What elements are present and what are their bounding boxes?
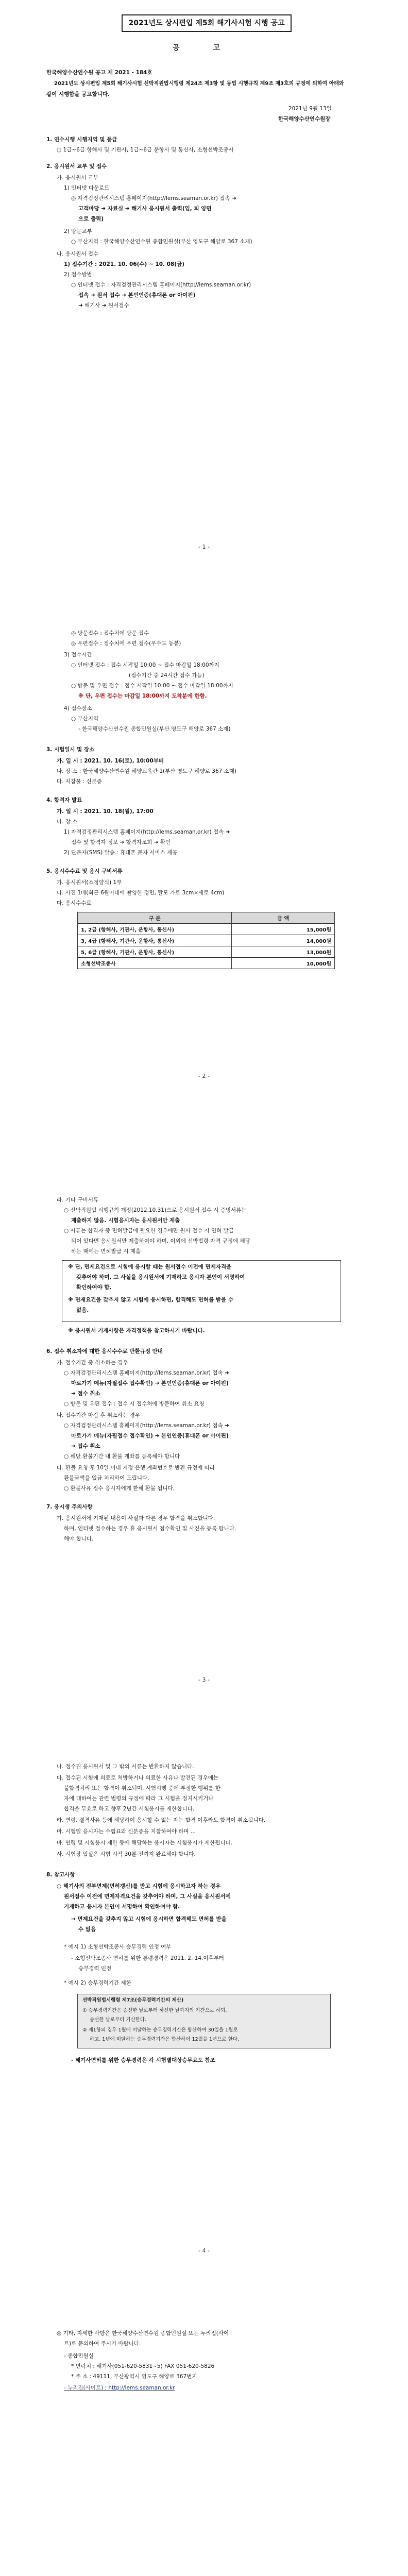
page-number-2: - 2 - xyxy=(198,1073,210,1079)
note-line-1: ※ 단, 면제요건으로 시험에 응시할 때는 원서접수 이전에 면제자격을 xyxy=(68,1264,232,1270)
fee-grade: 3, 4급 (항해사, 기관사, 운항사, 통신사) xyxy=(78,935,232,946)
regulation-line-4: 하고, 1년에 미달하는 승무경력기간은 합산하여 12월을 1년으로 한다. xyxy=(90,2037,239,2042)
s6-item-d: ➜ 접수 취소 xyxy=(71,1391,100,1397)
p3-line-3 xyxy=(71,1216,180,1225)
s3-item-b: 나. 장 소 : 한국해양수산연수원 해양교육관 1(부산 영도구 해양로 367 소재) xyxy=(57,768,237,774)
p4-line-3: 불합격처리 또는 합격이 취소되며, 시험시행 중에 부정한 행위를 한 xyxy=(64,1785,220,1791)
p2-line-8: 4) 접수장소 xyxy=(64,705,92,711)
notice-title: 2021년도 상시편입 제5회 해기사시험 시행 공고 xyxy=(128,19,285,27)
p4-line-5: 합격을 무효로 하고 향후 2년간 시험응시를 제한합니다. xyxy=(64,1806,195,1812)
section-6-heading: 6. 접수 취소자에 대한 응시수수료 반환규정 안내 xyxy=(46,1348,163,1354)
intro-line-2: 같이 시행함을 공고합니다. xyxy=(46,91,110,97)
section-5-heading: 5. 응시수수료 및 응시 구비서류 xyxy=(46,868,123,874)
s4-item-e: 2) 단문자(SMS) 발송 : 휴대폰 문자 서비스 제공 xyxy=(64,850,178,856)
s6-item-b: ○ 자격검정관리시스템 홈페이지(http://lems.seaman.or.kr) 접속 ➜ xyxy=(64,1370,229,1376)
fee-amount: 13,000원 xyxy=(232,946,335,958)
s2-item-e: 으로 출력) xyxy=(78,216,104,222)
s4-item-b: 나. 장 소 xyxy=(57,819,78,825)
p5-line-3: - 종합민원실 xyxy=(64,2353,94,2359)
s8-item-e: 수 없음 xyxy=(78,1926,96,1933)
fee-table xyxy=(77,912,335,969)
fee-header-amount: 금 액 xyxy=(232,912,335,924)
note-line-3: 확인하여야 함. xyxy=(76,1284,112,1291)
s6-item-m: ○ 환불사유 접수 응시자에게 한해 환불 됩니다. xyxy=(64,1485,175,1492)
s2-item-h: 나. 응시원서 접수 xyxy=(57,251,99,257)
p3-line-6: 하는 때에는 면허발급 시 제출 xyxy=(71,1248,141,1255)
s2-item-c xyxy=(71,194,236,203)
s8-item-b: 원서접수 이전에 면제자격요건을 갖추어야 하며, 그 사실을 응시원서에 xyxy=(64,1893,231,1900)
s3-item-c: 다. 지참물 : 신분증 xyxy=(57,778,102,785)
p4-line-9: 사. 시험장 입실은 시험 시작 30분 전까지 완료해야 합니다. xyxy=(57,1851,196,1857)
s2-item-k: ○ 인터넷 접수 : 자격검정관리시스템 홈페이지(http://lems.seaman.or.kr) xyxy=(71,282,251,288)
p2-line-6: ○ 방문 및 우편 접수 : 접수 시작일 10:00 ~ 접수 마감일 18:00까지 xyxy=(71,683,233,689)
p5-line-4: * 연락처 : 해기사(051-620-5831~5) FAX 051-620-5826 xyxy=(71,2363,215,2369)
regulation-line-1: ① 승무경력기간은 승선한 날로부터 하선한 날까지의 기간으로 하되, xyxy=(82,2008,227,2013)
p2-line-10: - 한국해양수산연수원 종합민원실(부산 영도구 해양로 367 소재) xyxy=(78,726,231,732)
section-8-heading: 8. 참고사항 xyxy=(46,1872,75,1878)
s5-item-c: 다. 응시수수료 xyxy=(57,900,92,906)
website-link[interactable]: - 누리집(사이트) : http://lems.seaman.or.kr xyxy=(64,2385,175,2391)
s8-item-h: 승무경력 인정 xyxy=(78,1965,112,1972)
p5-line-5: * 주 소 : 49111, 부산광역시 영도구 해양로 367번지 xyxy=(71,2374,197,2380)
s3-item-a: 가. 일 시 : 2021. 10. 16(토), 10:00부터 xyxy=(57,758,164,764)
s4-item-a: 가. 일 시 : 2021. 10. 18(월), 17:00 xyxy=(57,808,154,815)
s2-item-f: 2) 방문교부 xyxy=(64,228,92,234)
s2-item-m: ➜ 해기사 ➜ 원서접수 xyxy=(78,302,129,309)
s6-item-a: 가. 접수기간 중 취소하는 경우 xyxy=(57,1360,128,1366)
table-row xyxy=(78,946,335,958)
section-7-heading: 7. 응시생 주의사항 xyxy=(46,1504,93,1510)
p3-line-1: 라. 기타 구비서류 xyxy=(57,1197,99,1203)
page-number-1: - 1 - xyxy=(198,544,210,550)
page-number-4: - 4 - xyxy=(198,2247,210,2254)
fee-grade: 5, 6급 (항해사, 기관사, 운항사, 통신사) xyxy=(78,946,232,958)
s8-item-j: - 해기사면허를 위한 승무경력은 각 시험별대상승무요도 참조 xyxy=(71,2057,215,2063)
fee-header-grade: 구 분 xyxy=(78,912,232,924)
p4-line-2: 다. 접수된 시험에 의료로 처방하거나 의료한 사유나 발견된 경우에는 xyxy=(57,1775,219,1781)
s8-item-a: ○ 해기사의 전부면제(면허갱신)를 받고 시험에 응시하고자 하는 경우 xyxy=(57,1883,221,1889)
s6-item-g: ○ 자격검정관리시스템 홈페이지(http://lems.seaman.or.kr) 접속 ➜ xyxy=(64,1422,229,1429)
s2-item-i: 1) 접수기간 : 2021. 10. 06(수) ~ 10. 08(금) xyxy=(64,261,185,267)
fee-amount: 10,000원 xyxy=(232,958,335,969)
s2-item-b: 1) 인터넷 다운로드 xyxy=(64,185,110,191)
s7-item-c: 해야 합니다. xyxy=(64,1536,94,1542)
page-number-3: - 3 - xyxy=(198,1676,210,1683)
p3-line-2: ○ 선박직원법 시행규칙 개정(2012.10.31)으로 응시원서 접수 시 증빙서류는 xyxy=(64,1207,247,1213)
section-2-heading: 2. 응시원서 교부 및 접수 xyxy=(46,163,107,170)
p2-line-2: ◎ 우편접수 : 접수처에 우편 접수(우수도 동봉) xyxy=(71,640,181,647)
p5-line-1-text: ◎ 기타, 자세한 사항은 한국해양수산연수원 종합민원실 또는 누리집(사이 xyxy=(57,2330,229,2336)
s5-item-a: 가. 응시원서(소정양식) 1부 xyxy=(57,879,122,886)
s2-item-l: 접속 ➜ 원서 접수 ➜ 본인인증(휴대폰 or 아이핀) xyxy=(78,292,196,298)
fee-grade: 1, 2급 (항해사, 기관사, 운항사, 통신사) xyxy=(78,924,232,935)
s4-item-c: 1) 자격검정관리시스템 홈페이지(http://lems.seaman.or.kr) 접속 ➜ xyxy=(64,829,230,835)
note-line-4: ※ 면제요건을 갖추지 않고 시험에 응시하면, 합격해도 면허를 받을 수 xyxy=(68,1297,233,1303)
p2-line-4: ○ 인터넷 접수 : 접수 시작일 10:00 ~ 접수 마감일 18:00까지 xyxy=(71,662,219,668)
note-line-2: 갖추어야 하며, 그 사실을 응시원서에 기재하고 응시자 본인이 서명하여 xyxy=(76,1274,245,1280)
s6-item-e: ○ 방문 및 우편 접수 : 접수 시 접수처에 방문하여 취소 요청 xyxy=(64,1401,205,1407)
notice-date: 2021년 9월 13일 xyxy=(288,106,332,112)
s6-item-c: 마로가기 메뉴(자필접수 접수확인) ➜ 본인인증(휴대폰 or 아이핀) xyxy=(71,1380,229,1386)
p4-line-1: 나. 접수된 응시원서 및 그 밖의 서류는 반환하지 않습니다. xyxy=(57,1764,194,1770)
p2-line-1: ◎ 방문접수 : 접수처에 방문 접수 xyxy=(71,630,149,636)
p5-line-2: 트)로 문의하여 주시기 바랍니다. xyxy=(64,2341,141,2347)
p2-line-7: ※ 단, 우편 접수는 마감일 18:00까지 도착분에 한함. xyxy=(78,693,207,699)
p3-line-4: ○ 서류는 합격자 중 면허발급에 필요한 경우에만 원서 접수 시 면허 발급 xyxy=(64,1228,234,1234)
lems-url-line: ◎ 자격검정관리시스템 홈페이지(http://lems.seaman.or.kr) 접속 ➜ xyxy=(71,195,236,201)
s2-item-d: 고객마당 ➜ 자료실 ➜ 해기사 응시원서 출력(입, 퇴 양면 xyxy=(78,206,212,212)
fee-amount: 14,000원 xyxy=(232,935,335,946)
s6-item-l: 환불금액을 입금 처리하여 드립니다. xyxy=(64,1475,149,1481)
regulation-line-2: 승선한 날로부터 기산한다. xyxy=(90,2017,147,2023)
section-3-heading: 3. 시험일시 및 장소 xyxy=(46,747,95,753)
notice-word: 공 고 xyxy=(173,44,235,52)
s5-item-b: 나. 사진 1매(최근 6월이내에 촬영한 정면, 탈모 가로 3cm×세로 4cm) xyxy=(57,890,225,896)
fee-grade: 소형선박조종사 xyxy=(78,958,232,969)
p3-line-3-text: 제출하지 않음. 시험응시자는 응시원서만 제출 xyxy=(71,1217,180,1224)
regulation-line-3: ② 제1항의 경우 1월에 미달하는 승무경력기간은 합산하여 30일을 1월로 xyxy=(82,2027,238,2033)
issuer: 한국해양수산연수원장 xyxy=(278,116,331,122)
note-line-6: ※ 응시원서 기재사항은 자격정책을 참고하시기 바랍니다. xyxy=(68,1328,205,1334)
notice-title-box xyxy=(122,14,292,32)
p2-line-9: ○ 부산지역 xyxy=(71,716,99,722)
s7-item-b: 하며, 인터넷 접수하는 경우 휴 응시원서 접수확인 및 사진을 등록 합니다. xyxy=(64,1526,236,1532)
intro-line-1: 2021년도 상시편입 제5회 해기사시험 선박직원법시행령 제24조 제3항 및 동법 시행규칙 제9조 제3호의 규정에 의하여 아래와 xyxy=(54,81,344,87)
p4-line-4: 자에 대하여는 관련 법령의 규정에 따라 그 시험을 정지시키거나 xyxy=(64,1795,214,1802)
p4-line-6: 라. 연령, 결격사유 등에 해당하여 응시할 수 없는 자는 합격 이후라도 합격이 취소됩니다. xyxy=(57,1817,266,1823)
s8-item-i: * 예시 2) 승무경력기간 제한 xyxy=(64,1980,131,1986)
s2-item-g: ○ 부산지역 : 한국해양수산연수원 종합민원실(부산 영도구 해양로 367 소재) xyxy=(71,239,252,245)
table-row xyxy=(78,958,335,969)
s8-item-c: 기재하고 응시자 본인이 서명하여 확인하여야 함. xyxy=(64,1904,180,1910)
regulation-title: 선박직원법시행령 제7조(승무경력기간의 제산) xyxy=(82,1997,184,2003)
s6-item-i: ➜ 접수 취소 xyxy=(71,1443,100,1449)
p2-line-3: 3) 접수시간 xyxy=(64,652,92,658)
s2-item-j: 2) 접수방법 xyxy=(64,272,92,278)
fee-amount: 15,000원 xyxy=(232,924,335,935)
s6-item-h: 마로가기 메뉴(자필접수 접수확인) ➜ 본인인증(휴대폰 or 아이핀) xyxy=(71,1433,229,1439)
s8-item-f: * 예시 1) 소형선박조종사 승무경력 인정 여부 xyxy=(64,1944,172,1950)
fee-table-header xyxy=(78,912,335,924)
p4-line-7: 마. 시험일 응시자는 수험표와 신분증을 지참하여야 하며 ... xyxy=(57,1828,196,1835)
s8-item-g: - 소형선박조종사 면허를 위한 통령경력은 2011. 2. 14.이후부터 xyxy=(71,1955,224,1961)
s6-item-k: 다. 환불 요청 후 10일 이내 지정 은행 계좌번호로 반환 규정에 따라 xyxy=(57,1465,215,1471)
p2-line-5: (접수기간 중 24시간 접수 가능) xyxy=(129,672,205,679)
s8-item-d: → 면제요건을 갖추지 않고 시험에 응시하면 합격해도 면허를 받을 xyxy=(71,1916,227,1922)
p4-line-8: 바. 연령 및 시험응시 제한 등에 해당하는 응시자는 시험응시가 제한됩니다. xyxy=(57,1840,233,1846)
table-row xyxy=(78,935,335,946)
table-row xyxy=(78,924,335,935)
s1-item-a: ○ 1급~6급 항해사 및 기관사, 1급~6급 운항사 및 통신사, 소형선박조종사 xyxy=(57,147,234,153)
s2-item-a: 가. 응시원서 교부 xyxy=(57,175,99,181)
note-line-5: 없음. xyxy=(76,1307,89,1313)
section-4-heading: 4. 합격자 발표 xyxy=(46,797,82,803)
p5-line-1 xyxy=(57,2329,229,2338)
s4-item-d: 접수 및 합격자 정보 ➜ 합격자조회 ➜ 확인 xyxy=(71,839,171,845)
s7-item-a: 가. 응시원서에 기재된 내용이 사실과 다른 경우 합격을 취소합니다. xyxy=(57,1515,215,1521)
p3-line-5: 되어 있다면 응시원서만 제출하여야 하며, 이외에 선박법령 자격 규정에 해당 xyxy=(71,1238,250,1244)
doc-number: 한국해양수산연수원 공고 제 2021 - 184호 xyxy=(46,70,152,76)
s6-item-j: ○ 해당 환불기간 내 환불 계좌를 등록해야 합니다 xyxy=(64,1453,180,1460)
s6-item-f: 나. 접수기간 마감 후 취소하는 경우 xyxy=(57,1412,141,1418)
section-1-heading: 1. 연수시행 시행지역 및 등급 xyxy=(46,137,117,143)
